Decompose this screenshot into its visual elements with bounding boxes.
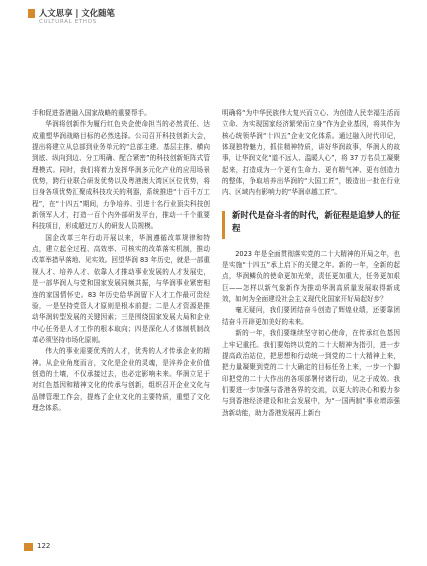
section-heading-text: 新时代是奋斗者的时代，新征程是追梦人的征程 bbox=[232, 209, 400, 233]
footer-accent-bar bbox=[24, 543, 33, 551]
paragraph: 手和促进香港融入国家战略的重要帮手。 bbox=[32, 109, 151, 117]
heading-accent-bar bbox=[222, 211, 225, 239]
header-accent-bar bbox=[28, 9, 35, 18]
page-number: 122 bbox=[37, 542, 51, 550]
paragraph: 明确将“为中华民族伟大复兴而立心、为创造人民幸福生活而立命、为实现国家经济繁荣而立身”作为企业基因，将其作为核心统领华润“十四五”企业文化体系。通过融入时代印记，体现独特魅力，抓住精神特质，讲好华润故事，华润人的故事，让华润文化“道不远人、温暖人心”，将 37 万名员工凝聚起来，打造成为一个更有生命力、更有精气神、更有创造力的整体，争取培养出华润的“大国工匠”，锻造出一批在行业内、区域内有影响力的“华润卓越工匠”。 bbox=[222, 109, 400, 197]
section-subtitle: CULTURAL ETHOS bbox=[39, 19, 97, 25]
paragraph: 伟大的事业需要优秀的人才，优秀的人才传承企业的精神。从企业角度而言，文化是企业的灵魂，是淬养企业价值创造的土壤，不仅承接过去，也必定影响未来。华润立足于对红色基因和精神文化的传承与创新，组织召开企业文化与品牌管理工作会，提炼了企业文化的主要特质，重塑了文化理念体系。 bbox=[32, 347, 210, 412]
right-column bbox=[222, 108, 400, 419]
paragraph: 新的一年，我们要继续坚守初心使命，在传承红色基因上牢记重托。我们要始终以党的二十大精神为指引，进一步提高政治站位，把思想和行动统一到党的二十大精神上来，把力量凝聚到党的二十大确定的目标任务上来，一步一个脚印把党的二十大作出的各项部署付诸行动，见之于成效。我们要进一步加强与香港各界的交流，以更大的决心和毅力参与到香港经济建设和社会发展中，为“一国两制”事业增添强劲新动能，助力香港发展再上新台 bbox=[222, 329, 400, 417]
section-title: 人文思享 | 文化随笔 bbox=[39, 8, 115, 18]
paragraph: 国企改革三年行动开展以来，华润遵循改革规律和特点，建立起全过程、高效率、可核实的改革落实机制，推动改革举措早落地、见实效。回望华润 83 年历史，就是一部重视人才、培养人才、依靠人才推动事业发展的人才发展史，是一部华润人与党和国家发展同频共振，与华润事业紧密相连的家国情怀史。83 年历史给华润留下人才工作最可贵经验，一是坚持党管人才原则是根本前提；二是人才资源是推动华润转型发展的关键因素；三是围绕国家发展大局和企业中心任务是人才工作的根本取向；四是深化人才体制机制改革必须坚持市场化原则。 bbox=[32, 233, 210, 344]
paragraph: 毫无疑问，我们要团结奋斗创造了辉煌业绩，还要靠团结奋斗开辟更加美好的未来。 bbox=[222, 306, 400, 326]
section-heading bbox=[222, 209, 400, 239]
page-header bbox=[28, 6, 408, 46]
paragraph: 华润将创新作为履行红色央企使命担当的必然责任、达成重塑华润战略目标的必然选择。公司召开科技创新大会，提出将建立从总部到业务单元的“总部主建、基层主推、横向到底、纵向到边、分工明确、配合紧密”的科技创新矩阵式管理模式。同时，我们将着力发挥华润多元化产业的应用场景优势，跨行业联合研发优势以及粤港澳大湾区区位优势，将目身各项优势汇聚成科技攻关的利器，系统推进“十百千万工程”，在“十四五”期间，力争培养、引进十名行业顶尖科技创新领军人才，打造一百个内外部研发平台，推动一千个重要科技项目，形成超过万人的研发人员规模。 bbox=[32, 120, 210, 231]
left-column bbox=[32, 108, 210, 414]
paragraph: 2023 年是全面贯彻落实党的二十大精神的开局之年，也是实施“十四五”承上启下的关键之年。新的一年，全新的起点，华润鳞负的使命更加光荣，责任更加重大，任务更加艰巨——怎样以新气象新作为推动华润高质量发展取得新成效，如何为全面建设社会主义现代化国家开好局起好步？ bbox=[222, 249, 400, 304]
